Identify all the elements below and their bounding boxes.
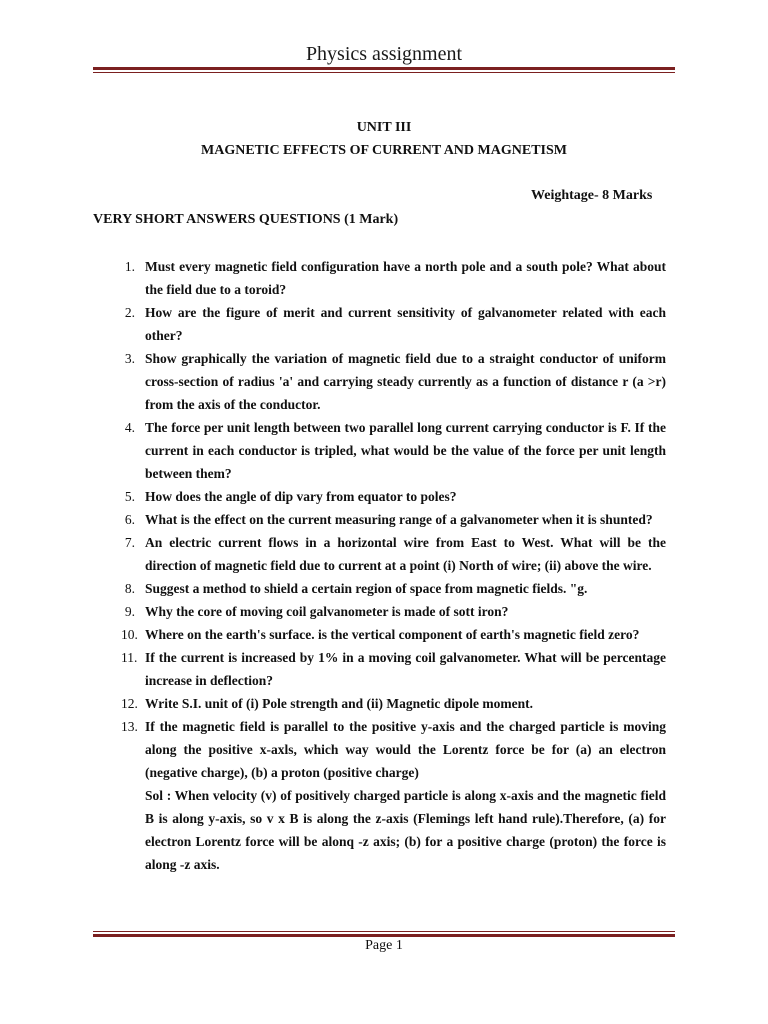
question-item — [93, 531, 666, 577]
question-number: 10. — [121, 627, 138, 642]
solution-text: Sol : When velocity (v) of positively charged particle is along x-axis and the magnetic field B is along y-axis, so v x B is along the z-axis (Flemings left hand rule).Therefore, (a) for electron Lorentz force will be alonq -z axis; (b) for a positive charge (proton) the force is along -z axis. — [145, 788, 666, 872]
question-item — [93, 646, 666, 692]
question-text: How are the figure of merit and current sensitivity of galvanometer related with each other? — [145, 305, 666, 343]
question-item — [93, 715, 666, 784]
question-item — [93, 508, 666, 531]
question-item — [93, 692, 666, 715]
question-number: 11. — [121, 650, 138, 665]
question-item — [93, 577, 666, 600]
question-number: 9. — [124, 604, 135, 619]
question-text: Must every magnetic field configuration have a north pole and a south pole? What about the field due to a toroid? — [145, 259, 666, 297]
question-number: 4. — [124, 420, 135, 435]
question-number: 7. — [124, 535, 135, 550]
question-number: 5. — [124, 489, 135, 504]
question-text: If the magnetic field is parallel to the positive y-axis and the charged particle is moving along the positive x-axls, which way would the Lorentz force be for (a) an electron (negative charge), (b) a proton (positive charge) — [145, 719, 666, 780]
question-number: 12. — [121, 696, 138, 711]
weightage-label: Weightage- 8 Marks — [531, 188, 653, 203]
unit-heading: UNIT III — [356, 120, 412, 135]
question-list — [93, 255, 666, 876]
subject-heading: MAGNETIC EFFECTS OF CURRENT AND MAGNETISM — [201, 143, 567, 158]
header-rule — [93, 67, 675, 73]
question-item — [93, 301, 666, 347]
question-number: 3. — [124, 351, 135, 366]
question-item — [93, 255, 666, 301]
question-item — [93, 416, 666, 485]
question-item — [93, 600, 666, 623]
question-text: The force per unit length between two parallel long current carrying conductor is F. If the current in each conductor is tripled, what would be the value of the force per unit length between them? — [145, 420, 666, 481]
header-title: Physics assignment — [305, 43, 463, 65]
footer-rule — [93, 931, 675, 937]
question-text: If the current is increased by 1% in a moving coil galvanometer. What will be percentage increase in deflection? — [145, 650, 666, 688]
question-number: 13. — [121, 719, 138, 734]
question-number: 8. — [124, 581, 135, 596]
question-text: What is the effect on the current measuring range of a galvanometer when it is shunted? — [145, 512, 653, 527]
question-number: 6. — [124, 512, 135, 527]
question-number: 2. — [124, 305, 135, 320]
question-item — [93, 347, 666, 416]
question-text: Write S.I. unit of (i) Pole strength and (ii) Magnetic dipole moment. — [145, 696, 533, 711]
question-text: Suggest a method to shield a certain region of space from magnetic fields. "g. — [145, 581, 588, 596]
question-item — [93, 623, 666, 646]
question-text: Show graphically the variation of magnetic field due to a straight conductor of uniform cross-section of radius 'a' and carrying steady currently as a function of distance r (a >r) from the axis of the conductor. — [145, 351, 666, 412]
page-number: Page 1 — [365, 938, 403, 953]
question-text: Where on the earth's surface. is the vertical component of earth's magnetic field zero? — [145, 627, 640, 642]
question-text: How does the angle of dip vary from equator to poles? — [145, 489, 457, 504]
question-text: Why the core of moving coil galvanometer is made of sott iron? — [145, 604, 509, 619]
question-number: 1. — [124, 259, 135, 274]
section-title: VERY SHORT ANSWERS QUESTIONS (1 Mark) — [93, 212, 399, 227]
question-item — [93, 485, 666, 508]
question-text: An electric current flows in a horizontal wire from East to West. What will be the direction of magnetic field due to current at a point (i) North of wire; (ii) above the wire. — [145, 535, 666, 573]
